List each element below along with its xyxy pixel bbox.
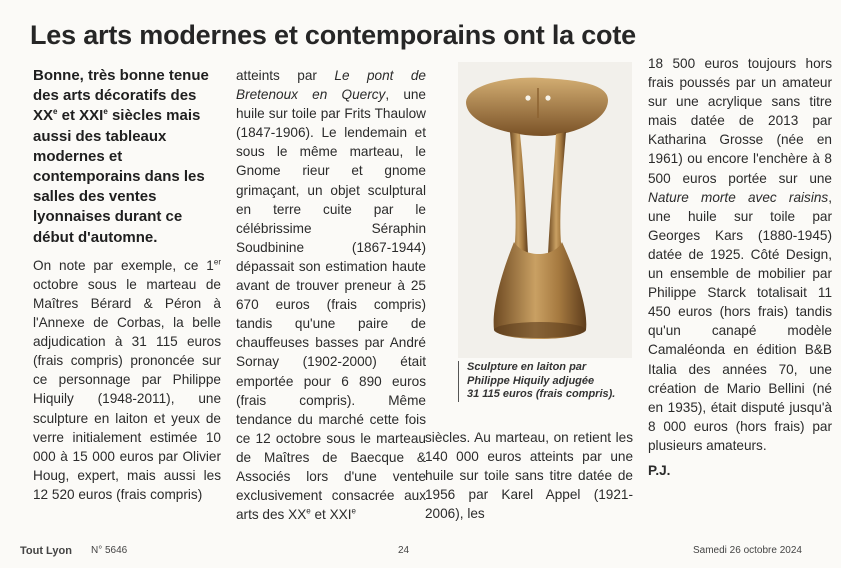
body-paragraph-1: On note par exemple, ce 1er octobre sous le marteau de Maîtres Bérard & Péron à l'Annexe de Corbas, la belle adjudication à 31 115 euros (frais compris) prononcée sur ce personnage par Philippe Hiquily (1948-2011), une sculpture en laiton et yeux de verre initialement estimée 10 000 à 15 000 euros par Olivier Houg, expert, mais aussi les 12 520 euros (frais compris)	[33, 257, 221, 502]
caption-line: Philippe Hiquily adjugée	[467, 374, 595, 387]
publication-name: Tout Lyon	[20, 545, 72, 557]
article-headline: Les arts modernes et contemporains ont la cote	[30, 20, 636, 50]
photo-caption	[458, 361, 632, 402]
caption-line: 31 115 euros (frais compris).	[467, 388, 616, 400]
column-1	[33, 66, 221, 504]
body-paragraph-4: 18 500 euros toujours hors frais poussés par un amateur sur une acrylique sans titre mais datée de 2013 par Katharina Grosse (née en 1961) ou encore l'enchère à 8 500 euros portée sur une Nature morte avec raisins, une huile sur toile par Georges Kars (1880-1945) datée de 1925. Côté Design, un ensemble de mobilier par Philippe Starck totalisait 11 450 euros (hors frais) tandis qu'un canapé modèle Camaléonda en édition B&B Italia des années 70, une création de Mario Bellini (né en 1935), était disputé jusqu'à 8 000 euros (hors frais) par plusieurs amateurs.	[648, 56, 832, 453]
publication-date: Samedi 26 octobre 2024	[693, 545, 802, 556]
sculpture-photo	[458, 62, 632, 358]
body-paragraph-3: siècles. Au marteau, on retient les 140 000 euros atteints par une huile sur toile sans titre datée de 1956 par Karel Appel (1921-2006), les	[425, 430, 633, 522]
column-3	[425, 428, 633, 523]
issue-number: N° 5646	[91, 545, 128, 556]
sculpture-image	[458, 62, 632, 358]
column-4	[648, 54, 832, 480]
column-2	[236, 66, 426, 524]
page-number: 24	[398, 545, 410, 556]
caption-line: Sculpture en laiton par	[467, 361, 587, 373]
lead-paragraph: Bonne, très bonne tenue des arts décoratifs des XXe et XXIe siècles mais aussi des tableaux modernes et contemporains dans les salles des ventes lyonnaises durant ce début d'automne.	[33, 67, 209, 246]
author-signature: P.J.	[648, 462, 671, 478]
body-paragraph-2: atteints par Le pont de Bretenoux en Quercy, une huile sur toile par Frits Thaulow (1847-1906). Le lendemain et sous le même marteau, le Gnome rieur et gnome grimaçant, un objet sculptural en terre cuite par le célébrissime Séraphin Soudbinine (1867-1944) dépassait son estimation haute avant de trouver preneur à 25 670 euros (frais compris) tandis qu'une paire de chauffeuses basses par André Sornay (1902-2000) était emportée pour 6 890 euros (frais compris). Même tendance du marché cette fois ce 12 octobre sous le marteau de Maîtres de Baecque & Associés lors d'une vente exclusivement consacrée aux arts des XXe et XXIe	[236, 68, 426, 523]
